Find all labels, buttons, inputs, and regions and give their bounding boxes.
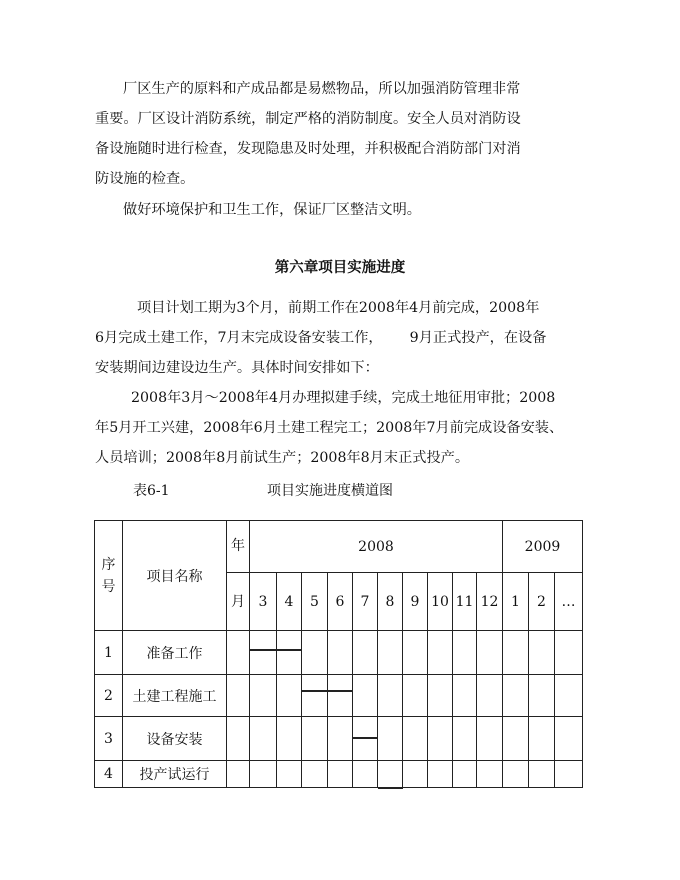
timeline-cell — [529, 761, 555, 788]
month-cell: 8 — [378, 573, 403, 631]
gantt-bar-segment — [302, 690, 328, 692]
text-line: 备设施随时进行检查，发现隐患及时处理，并积极配合消防部门对消 — [95, 141, 521, 157]
row-task-name: 土建工程施工 — [123, 675, 227, 717]
chapter-title: 第六章项目实施进度 — [274, 259, 406, 276]
month-cell: 5 — [302, 573, 328, 631]
timeline-cell — [403, 631, 428, 675]
timeline-cell — [477, 761, 503, 788]
timeline-cell — [555, 631, 583, 675]
text-line: 年5月开工兴建，2008年6月土建工程完工；2008年7月前完成设备安装、 — [95, 420, 564, 436]
timeline-cell — [453, 761, 477, 788]
paragraph-schedule — [95, 293, 595, 473]
month-cell: 1 — [503, 573, 529, 631]
timeline-cell — [277, 631, 302, 675]
timeline-cell — [403, 761, 428, 788]
timeline-cell — [328, 675, 353, 717]
timeline-cell — [277, 761, 302, 788]
timeline-cell — [403, 717, 428, 761]
timeline-cell — [453, 631, 477, 675]
month-cell: … — [555, 573, 583, 631]
header-seq-char: 序 — [101, 556, 116, 573]
timeline-cell — [477, 717, 503, 761]
timeline-cell — [378, 761, 403, 788]
timeline-cell — [328, 717, 353, 761]
timeline-cell — [302, 631, 328, 675]
timeline-cell — [302, 717, 328, 761]
text-line: 做好环境保护和卫生工作，保证厂区整洁文明。 — [123, 202, 421, 218]
header-name: 项目名称 — [123, 521, 227, 631]
timeline-cell — [529, 675, 555, 717]
timeline-cell — [250, 675, 277, 717]
timeline-cell — [503, 761, 529, 788]
text-line: 6月完成土建工作，7月末完成设备安装工作， 9月正式投产，在设备 — [95, 330, 547, 346]
timeline-cell — [477, 631, 503, 675]
timeline-cell — [453, 717, 477, 761]
year-2009: 2009 — [503, 521, 583, 573]
timeline-cell — [477, 675, 503, 717]
timeline-cell — [277, 717, 302, 761]
timeline-cell — [250, 717, 277, 761]
text-line: 2008年3月～2008年4月办理拟建手续，完成土地征用审批；2008 — [131, 390, 556, 406]
text-line: 防设施的检查。 — [95, 171, 195, 187]
timeline-cell — [353, 717, 378, 761]
gantt-bar-segment — [250, 649, 277, 651]
text-line: 项目计划工期为3个月，前期工作在2008年4月前完成，2008年 — [137, 300, 540, 316]
month-cell: 12 — [477, 573, 503, 631]
timeline-cell — [302, 761, 328, 788]
month-cell: 3 — [250, 573, 277, 631]
timeline-cell — [353, 675, 378, 717]
row-year-month-cell — [227, 631, 250, 675]
month-cell: 7 — [353, 573, 378, 631]
timeline-cell — [353, 761, 378, 788]
row-task-name: 投产试运行 — [123, 761, 227, 788]
paragraph-fire-safety — [95, 74, 595, 225]
timeline-cell — [428, 675, 453, 717]
header-seq — [95, 521, 123, 631]
table-row — [95, 761, 583, 788]
row-year-month-cell — [227, 717, 250, 761]
header-month: 月 — [227, 573, 250, 631]
gantt-body — [95, 631, 583, 788]
timeline-cell — [453, 675, 477, 717]
text-line: 重要。厂区设计消防系统，制定严格的消防制度。安全人员对消防设 — [95, 111, 521, 127]
text-line: 安装期间边建设边生产。具体时间安排如下： — [95, 360, 379, 376]
timeline-cell — [503, 631, 529, 675]
row-seq: 3 — [95, 717, 123, 761]
timeline-cell — [428, 717, 453, 761]
row-seq: 2 — [95, 675, 123, 717]
timeline-cell — [555, 717, 583, 761]
timeline-cell — [378, 717, 403, 761]
timeline-cell — [378, 675, 403, 717]
timeline-cell — [302, 675, 328, 717]
table-caption-title: 项目实施进度横道图 — [267, 483, 393, 499]
table-caption-label: 表6-1 — [133, 483, 170, 499]
header-seq-char: 号 — [101, 578, 116, 595]
timeline-cell — [428, 761, 453, 788]
timeline-cell — [277, 675, 302, 717]
timeline-cell — [250, 631, 277, 675]
timeline-cell — [529, 631, 555, 675]
timeline-cell — [328, 631, 353, 675]
timeline-cell — [555, 675, 583, 717]
timeline-cell — [403, 675, 428, 717]
timeline-cell — [250, 761, 277, 788]
row-year-month-cell — [227, 675, 250, 717]
timeline-cell — [555, 761, 583, 788]
month-cell: 11 — [453, 573, 477, 631]
timeline-cell — [529, 717, 555, 761]
timeline-cell — [503, 675, 529, 717]
table-row — [95, 675, 583, 717]
gantt-bar-segment — [277, 649, 302, 651]
year-2008: 2008 — [250, 521, 503, 573]
month-cell: 6 — [328, 573, 353, 631]
text-line: 人员培训；2008年8月前试生产；2008年8月末正式投产。 — [95, 450, 470, 466]
gantt-table — [94, 520, 583, 788]
table-row — [95, 631, 583, 675]
month-cell: 2 — [529, 573, 555, 631]
row-year-month-cell — [227, 761, 250, 788]
row-seq: 4 — [95, 761, 123, 788]
gantt-bar-segment — [328, 690, 353, 692]
timeline-cell — [353, 631, 378, 675]
gantt-bar-segment — [378, 787, 403, 789]
gantt-bar-segment — [353, 737, 378, 739]
timeline-cell — [503, 717, 529, 761]
timeline-cell — [428, 631, 453, 675]
month-cell: 4 — [277, 573, 302, 631]
table-row — [95, 717, 583, 761]
row-seq: 1 — [95, 631, 123, 675]
month-cell: 10 — [428, 573, 453, 631]
timeline-cell — [378, 631, 403, 675]
header-year: 年 — [227, 521, 250, 573]
month-cell: 9 — [403, 573, 428, 631]
row-task-name: 设备安装 — [123, 717, 227, 761]
row-task-name: 准备工作 — [123, 631, 227, 675]
text-line: 厂区生产的原料和产成品都是易燃物品，所以加强消防管理非常 — [123, 81, 521, 97]
timeline-cell — [328, 761, 353, 788]
